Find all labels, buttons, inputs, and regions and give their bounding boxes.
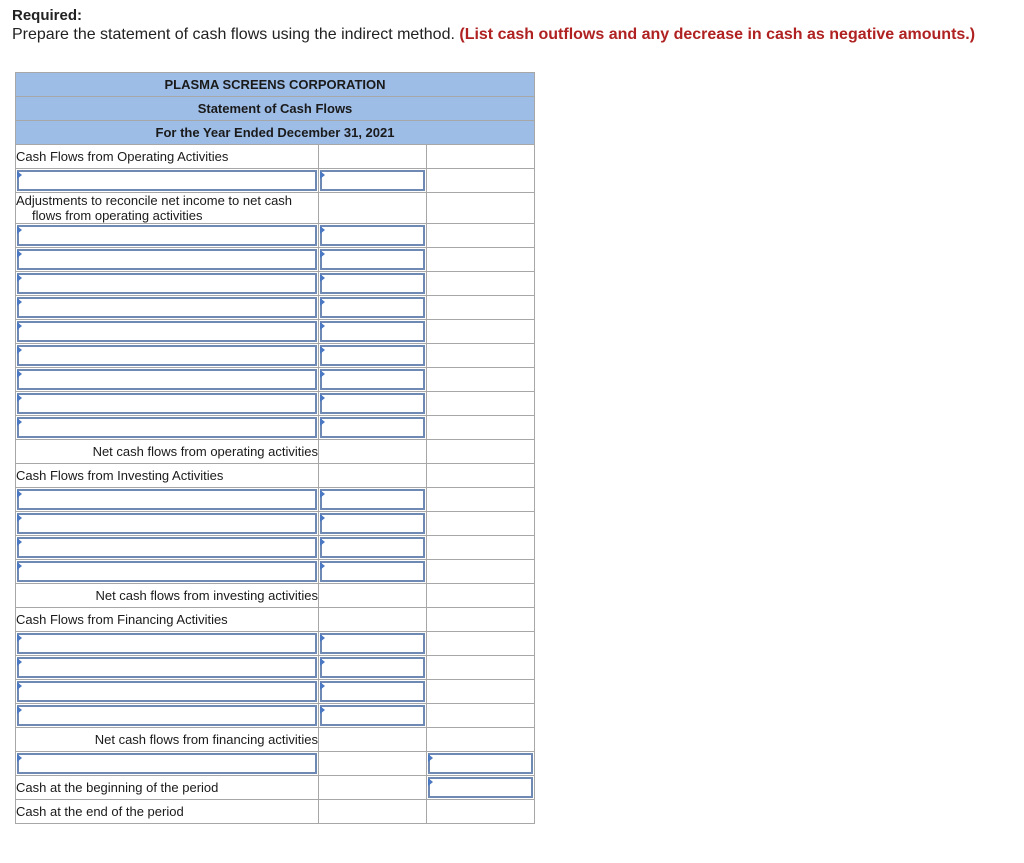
adjustment-amount-input[interactable] <box>319 344 427 368</box>
financing-row <box>16 680 535 704</box>
financing-net-row <box>16 728 535 752</box>
statement-title: Statement of Cash Flows <box>16 97 535 121</box>
adjustment-label-input[interactable] <box>16 296 319 320</box>
financing-amount-input[interactable] <box>319 656 427 680</box>
financing-heading-row <box>16 608 535 632</box>
blank-cell <box>427 248 535 272</box>
cash-beginning-row <box>16 776 535 800</box>
adjustment-row <box>16 368 535 392</box>
investing-amount-input[interactable] <box>319 536 427 560</box>
blank-cell <box>427 464 535 488</box>
blank-cell <box>427 344 535 368</box>
header-title-row <box>16 97 535 121</box>
operating-net-label: Net cash flows from operating activities <box>16 440 319 464</box>
operating-net-income-label-input[interactable] <box>16 169 319 193</box>
financing-label-input[interactable] <box>16 656 319 680</box>
investing-amount-input[interactable] <box>319 512 427 536</box>
blank-cell <box>319 145 427 169</box>
cash-end-amount-cell <box>427 800 535 824</box>
adjustment-row <box>16 296 535 320</box>
adjustment-amount-input[interactable] <box>319 320 427 344</box>
adjustment-row <box>16 320 535 344</box>
adjustment-row <box>16 224 535 248</box>
blank-cell <box>319 584 427 608</box>
blank-cell <box>427 272 535 296</box>
adjustment-amount-input[interactable] <box>319 272 427 296</box>
blank-cell <box>427 488 535 512</box>
instruction-text <box>12 25 1017 45</box>
adjustment-amount-input[interactable] <box>319 296 427 320</box>
blank-cell <box>427 368 535 392</box>
instruction-main: Prepare the statement of cash flows using the indirect method. <box>12 26 455 43</box>
blank-cell <box>427 656 535 680</box>
financing-net-label: Net cash flows from financing activities <box>16 728 319 752</box>
blank-cell <box>427 320 535 344</box>
investing-amount-input[interactable] <box>319 560 427 584</box>
adjustment-amount-input[interactable] <box>319 248 427 272</box>
net-change-amount-input[interactable] <box>427 752 535 776</box>
adjustment-row <box>16 416 535 440</box>
financing-row <box>16 704 535 728</box>
operating-net-amount-cell <box>427 440 535 464</box>
blank-cell <box>427 416 535 440</box>
cash-end-label: Cash at the end of the period <box>16 800 319 824</box>
investing-heading-row <box>16 464 535 488</box>
operating-heading-row <box>16 145 535 169</box>
blank-cell <box>427 608 535 632</box>
cash-beginning-label: Cash at the beginning of the period <box>16 776 319 800</box>
cash-end-row <box>16 800 535 824</box>
financing-net-amount-cell <box>427 728 535 752</box>
investing-row <box>16 536 535 560</box>
blank-cell <box>427 169 535 193</box>
net-change-label-input[interactable] <box>16 752 319 776</box>
investing-net-row <box>16 584 535 608</box>
financing-label-input[interactable] <box>16 680 319 704</box>
blank-cell <box>427 512 535 536</box>
financing-label-input[interactable] <box>16 632 319 656</box>
adjustment-amount-input[interactable] <box>319 368 427 392</box>
statement-period: For the Year Ended December 31, 2021 <box>16 121 535 145</box>
adjustment-label-input[interactable] <box>16 416 319 440</box>
adjustment-row <box>16 248 535 272</box>
adjustments-label-text: Adjustments to reconcile net income to net cash flows from operating activities <box>16 193 293 223</box>
company-name: PLASMA SCREENS CORPORATION <box>16 73 535 97</box>
financing-row <box>16 632 535 656</box>
instruction-emphasis: (List cash outflows and any decrease in cash as negative amounts.) <box>459 26 976 43</box>
adjustment-label-input[interactable] <box>16 344 319 368</box>
investing-label-input[interactable] <box>16 560 319 584</box>
header-company-row <box>16 73 535 97</box>
adjustment-label-input[interactable] <box>16 368 319 392</box>
adjustment-label-input[interactable] <box>16 248 319 272</box>
blank-cell <box>319 193 427 224</box>
adjustments-label <box>16 193 319 224</box>
blank-cell <box>319 752 427 776</box>
blank-cell <box>319 440 427 464</box>
operating-net-row <box>16 440 535 464</box>
financing-row <box>16 656 535 680</box>
blank-cell <box>427 536 535 560</box>
adjustment-label-input[interactable] <box>16 320 319 344</box>
adjustment-amount-input[interactable] <box>319 416 427 440</box>
blank-cell <box>427 392 535 416</box>
investing-label-input[interactable] <box>16 536 319 560</box>
blank-cell <box>427 145 535 169</box>
adjustments-label-row <box>16 193 535 224</box>
investing-row <box>16 512 535 536</box>
adjustment-row <box>16 344 535 368</box>
adjustment-row <box>16 272 535 296</box>
blank-cell <box>427 224 535 248</box>
required-heading: Required: <box>12 7 83 24</box>
investing-row <box>16 488 535 512</box>
adjustment-amount-input[interactable] <box>319 224 427 248</box>
blank-cell <box>427 632 535 656</box>
blank-cell <box>319 464 427 488</box>
investing-label-input[interactable] <box>16 512 319 536</box>
blank-cell <box>319 728 427 752</box>
blank-cell <box>319 608 427 632</box>
investing-row <box>16 560 535 584</box>
operating-net-income-amount-input[interactable] <box>319 169 427 193</box>
cash-beginning-amount-input[interactable] <box>427 776 535 800</box>
adjustment-label-input[interactable] <box>16 392 319 416</box>
adjustment-row <box>16 392 535 416</box>
adjustment-amount-input[interactable] <box>319 392 427 416</box>
instructions <box>12 6 1017 45</box>
financing-label-input[interactable] <box>16 704 319 728</box>
investing-amount-input[interactable] <box>319 488 427 512</box>
financing-heading: Cash Flows from Financing Activities <box>16 608 319 632</box>
blank-cell <box>427 704 535 728</box>
investing-net-amount-cell <box>427 584 535 608</box>
financing-amount-input[interactable] <box>319 680 427 704</box>
financing-amount-input[interactable] <box>319 632 427 656</box>
blank-cell <box>319 800 427 824</box>
investing-heading: Cash Flows from Investing Activities <box>16 464 319 488</box>
blank-cell <box>427 193 535 224</box>
investing-label-input[interactable] <box>16 488 319 512</box>
investing-net-label: Net cash flows from investing activities <box>16 584 319 608</box>
blank-cell <box>427 560 535 584</box>
blank-cell <box>319 776 427 800</box>
adjustment-label-input[interactable] <box>16 224 319 248</box>
cash-flow-statement-table <box>15 72 535 824</box>
adjustment-label-input[interactable] <box>16 272 319 296</box>
header-period-row <box>16 121 535 145</box>
financing-amount-input[interactable] <box>319 704 427 728</box>
operating-net-income-row <box>16 169 535 193</box>
blank-cell <box>427 296 535 320</box>
operating-heading: Cash Flows from Operating Activities <box>16 145 319 169</box>
net-change-row <box>16 752 535 776</box>
blank-cell <box>427 680 535 704</box>
